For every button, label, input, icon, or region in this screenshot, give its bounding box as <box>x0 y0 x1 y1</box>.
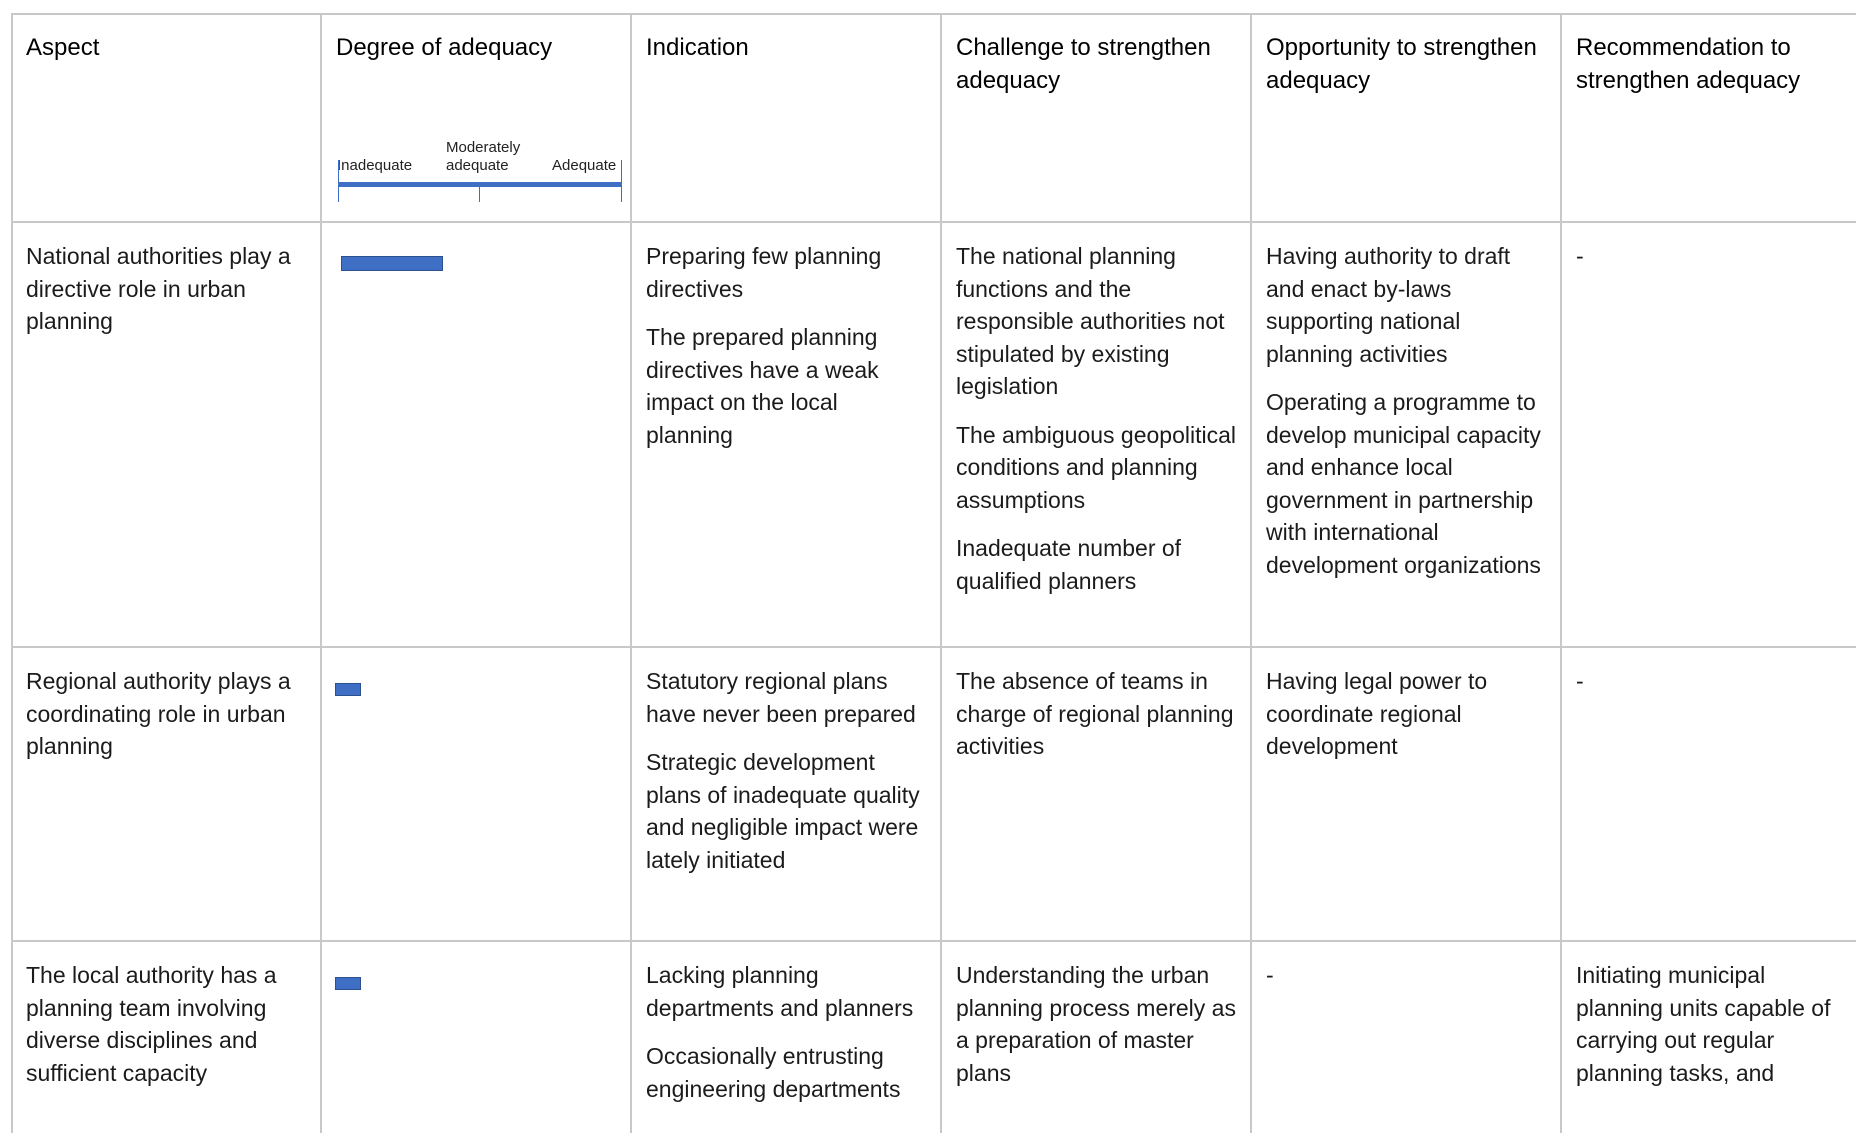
scale-label-moderately-adequate: adequate <box>446 157 509 174</box>
scale-label-inadequate: Inadequate <box>337 157 413 174</box>
header-opportunity: Opportunity to strengthen adequacy <box>1266 34 1537 94</box>
table-border-top <box>12 13 1856 15</box>
row-1-recommendation: - <box>1576 243 1584 269</box>
row-3-indication <box>646 959 928 1121</box>
row-2-aspect: Regional authority plays a coordinating role in urban planning <box>26 668 291 759</box>
row-divider <box>12 646 1856 648</box>
row-1-adequacy-bar <box>341 256 443 271</box>
row-2-indication <box>646 665 928 892</box>
adequacy-scale <box>337 140 623 206</box>
column-divider <box>11 13 13 1133</box>
column-divider <box>320 13 322 1133</box>
row-2-recommendation: - <box>1576 668 1584 694</box>
row-1-indication <box>646 240 928 467</box>
column-divider <box>1560 13 1562 1133</box>
row-1-challenge <box>956 240 1238 613</box>
indication-item: Strategic development plans of inadequate quality and negligible impact were lately initiated <box>646 749 920 873</box>
column-divider <box>1250 13 1252 1133</box>
row-1-opportunity <box>1266 240 1548 597</box>
row-2-adequacy-bar <box>335 683 361 696</box>
indication-item: Preparing few planning directives <box>646 243 882 302</box>
header-challenge: Challenge to strengthen adequacy <box>956 34 1211 94</box>
row-3-recommendation: Initiating municipal planning units capable of carrying out regular planning tasks, and <box>1576 962 1831 1086</box>
opportunity-item: Having authority to draft and enact by-laws supporting national planning activities <box>1266 243 1511 367</box>
header-indication: Indication <box>646 34 749 61</box>
indication-item: Lacking planning departments and planners <box>646 962 914 1021</box>
challenge-item: The ambiguous geopolitical conditions and planning assumptions <box>956 421 1237 513</box>
challenge-item: The absence of teams in charge of regional planning activities <box>956 668 1234 759</box>
opportunity-item: Operating a programme to develop municipal capacity and enhance local government in partnership with international development organizations <box>1266 389 1541 578</box>
header-degree-of-adequacy: Degree of adequacy <box>336 34 553 61</box>
row-divider <box>12 221 1856 223</box>
column-divider <box>630 13 632 1133</box>
challenge-item: The national planning functions and the responsible authorities not stipulated by existing legislation <box>956 243 1225 399</box>
row-2-opportunity <box>1266 665 1548 779</box>
row-divider <box>12 940 1856 942</box>
indication-item: Statutory regional plans have never been prepared <box>646 668 916 727</box>
row-3-opportunity: - <box>1266 962 1274 988</box>
row-3-adequacy-bar <box>335 977 361 990</box>
row-2-challenge <box>956 665 1238 779</box>
row-3-challenge <box>956 959 1238 1105</box>
row-3-aspect: The local authority has a planning team involving diverse disciplines and sufficient capacity <box>26 962 277 1086</box>
challenge-item: Understanding the urban planning process merely as a preparation of master plans <box>956 962 1236 1086</box>
header-aspect: Aspect <box>26 34 100 61</box>
header-recommendation: Recommendation to strengthen adequacy <box>1576 34 1801 94</box>
row-1-aspect: National authorities play a directive role in urban planning <box>26 243 291 334</box>
scale-tick-end <box>621 160 622 202</box>
scale-track <box>338 182 622 187</box>
scale-label-moderately: Moderately <box>446 139 521 156</box>
opportunity-item: Having legal power to coordinate regional development <box>1266 668 1488 759</box>
challenge-item: Inadequate number of qualified planners <box>956 535 1182 594</box>
scale-tick-start <box>338 160 339 202</box>
scale-label-adequate: Adequate <box>552 157 617 174</box>
indication-item: The prepared planning directives have a weak impact on the local planning <box>646 324 879 448</box>
column-divider <box>940 13 942 1133</box>
indication-item: Occasionally entrusting engineering departments <box>646 1043 901 1102</box>
